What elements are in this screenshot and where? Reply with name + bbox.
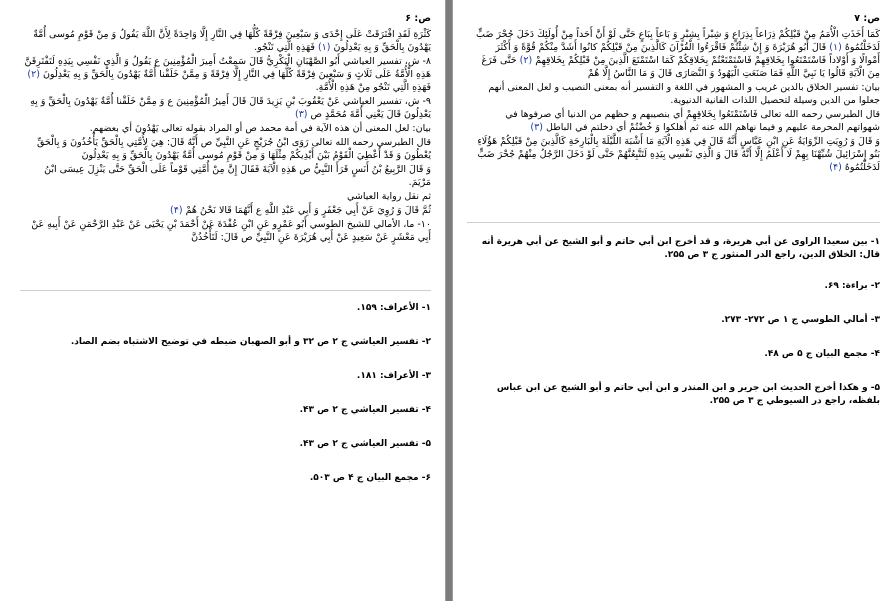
page-number: ص: ۶ <box>405 13 431 24</box>
footnote: ۳- الأعراف: ۱۸۱. <box>356 371 431 381</box>
left-page <box>0 0 446 601</box>
footnote: ۶- مجمع البيان ج ۴ ص ۵۰۳. <box>309 473 431 483</box>
paragraph: ۹- ش، تفسير العياشي عَنْ يَعْقُوبَ بْنِ يَزِيدَ قَالَ قَالَ أَمِيرُ الْمُؤْمِنِينَ ع وَ مِمَّنْ خَلَقْنا أُمَّةٌ يَهْدُونَ بِالْحَقِّ وَ بِهِ يَعْدِلُونَ قَالَ يَعْنِي أُمَّةَ مُحَمَّدٍ ص (۳) <box>30 96 431 120</box>
footnote: ۲- تفسير العياشي ج ۲ ص ۳۲ و أبو الصهبان ضبطه في توضيح الاشتباه بضم الصاد. <box>70 337 431 347</box>
footnote: ۴- تفسير العياشي ج ۲ ص ۴۳. <box>299 405 431 415</box>
page-number: ص: ۷ <box>854 13 880 24</box>
right-footnotes <box>467 236 880 408</box>
footnote-divider <box>467 222 880 223</box>
paragraph: كَمَا أَخَذَتِ الْأُمَمُ مِنْ قَبْلِكُمْ ذِرَاعاً بِذِرَاعٍ وَ شِبْراً بِشِبْرٍ وَ بَاعاً بِبَاعٍ حَتَّى لَوْ أَنَّ أَحَداً مِنْ أُولَئِكَ دَخَلَ جُحْرَ ضَبٍّ لَدَخَلْتُمُوهُ (۱) قَالَ أَبُو هُرَيْرَةَ وَ إِنْ شِئْتُمْ فَاقْرَءُوا الْقُرْآنَ كَالَّذِينَ مِنْ قَبْلِكُمْ كانُوا أَشَدَّ مِنْكُمْ قُوَّةً وَ أَكْثَرَ أَمْوالًا وَ أَوْلاداً فَاسْتَمْتَعُوا بِخَلاقِهِمْ فَاسْتَمْتَعْتُمْ بِخَلاقِكُمْ كَمَا اسْتَمْتَعَ الَّذِينَ مِنْ قَبْلِكُمْ بِخَلاقِهِمْ (۲) حَتَّى فَرَغَ مِنَ الْآيَةِ قَالُوا يَا نَبِيَّ اللَّهِ فَمَا صَنَعَتِ الْيَهُودُ وَ النَّصَارَى قَالَ وَ مَا النَّاسُ إِلَّا هُمْ <box>476 29 880 79</box>
footnote-link[interactable]: (۱) <box>317 42 331 53</box>
footnote: ۵- تفسير العياشي ج ۲ ص ۴۳. <box>299 439 431 449</box>
paragraph: ۱۰- ما، الأمالي للشيخ الطوسي أَبُو عَمْرٍو عَنِ ابْنِ عُقْدَةَ عَنْ أَحْمَدَ بْنِ يَحْيَى عَنْ عَبْدِ الرَّحْمَنِ عَنْ أَبِيهِ عَنْ أَبِي مَعْشَرٍ عَنْ سَعِيدٍ عَنْ أَبِي هُرَيْرَةَ عَنِ النَّبِيِّ ص قَالَ: لَتَأْخُذُنَّ <box>31 219 431 243</box>
paragraph: بيان: لعل المعنى أن هذه الآية في أمة محمد ص أو المراد بقوله تعالى يَهْدُونَ أي بعضهم. <box>89 123 431 134</box>
footnote: ۲- براءة: ۶۹. <box>824 281 880 291</box>
footnote-link[interactable]: (۳) <box>294 109 308 120</box>
footnote: ۳- أمالي الطوسي ج ۱ ص ۲۷۲- ۲۷۳. <box>721 315 880 325</box>
footnote: ۴- مجمع البيان ج ۵ ص ۴۸. <box>764 349 880 359</box>
paragraph: وَ قَالَ وَ رُوِيَتِ الرِّوَايَةُ عَنِ ابْنِ عَبَّاسٍ أَنَّهُ قَالَ فِي هَذِهِ الْآيَةِ مَا أَشْبَهَ اللَّيْلَةَ بِالْبَارِحَةِ كَالَّذِينَ مِنْ قَبْلِكُمْ هَؤُلَاءِ بَنُو إِسْرَائِيلَ شُبِّهْنَا بِهِمْ لَا أَعْلَمُ إِلَّا أَنَّهُ قَالَ وَ الَّذِي نَفْسِي بِيَدِهِ لَتَتَّبِعُنَّهُمْ حَتَّى لَوْ دَخَلَ الرَّجُلُ مِنْهُمْ جُحْرَ ضَبٍّ لَدَخَلْتُمُوهُ (۴) <box>477 136 880 173</box>
footnote-divider <box>20 290 431 291</box>
left-page-body <box>20 12 431 245</box>
footnote: ۱- الأعراف: ۱۵۹. <box>356 303 431 313</box>
right-page-body <box>473 12 880 175</box>
footnote-link[interactable]: (۴) <box>829 162 842 173</box>
footnote-link[interactable]: (۴) <box>170 205 183 216</box>
paragraph: ثُمَّ قَالَ وَ رُوِيَ عَنْ أَبِي جَعْفَرٍ وَ أَبِي عَبْدِ اللَّهِ ع أَنَّهُمَا قَالا نَحْنُ هُمْ (۴) <box>170 205 431 216</box>
footnote-link[interactable]: (۱) <box>829 42 842 53</box>
left-footnotes <box>20 302 431 485</box>
paragraph: ثم نقل رواية العياشي <box>347 191 431 202</box>
paragraph: قال الطبرسي رحمه الله تعالى رَوَى ابْنُ جُرَيْجٍ عَنِ النَّبِيِّ ص أَنَّهُ قَالَ: هِيَ لِأُمَّتِي بِالْحَقِّ يَأْخُذُونَ وَ بِالْحَقِّ يُعْطُونَ وَ قَدْ أُعْطِيَ الْقَوْمُ بَيْنَ أَيْدِيكُمْ مِثْلَهَا وَ مِنْ قَوْمِ مُوسى أُمَّةٌ يَهْدُونَ بِالْحَقِّ وَ بِهِ يَعْدِلُونَ <box>36 137 431 161</box>
paragraph: كَثْرَةِ لَقَدِ افْتَرَقَتْ عَلَى إِحْدَى وَ سَبْعِينَ فِرْقَةً كُلُّهَا فِي النَّارِ إِلَّا وَاحِدَةً لِأَنَّ اللَّهَ يَقُولُ وَ مِنْ قَوْمِ مُوسى أُمَّةٌ يَهْدُونَ بِالْحَقِّ وَ بِهِ يَعْدِلُونَ (۱) فَهَذِهِ الَّتِي تَنْجُو. <box>33 29 431 53</box>
footnote-link[interactable]: (۳) <box>530 122 543 133</box>
footnote-link[interactable]: (۲) <box>27 69 40 80</box>
right-page <box>452 0 894 601</box>
footnote: ۱- بين سعيدا الراوى عن أبي هريرة، و قد أخرج ابن أبي حاتم و أبو الشيخ عن أبي هريرة أنه قال: الخلاق الدين، راجع الدر المنثور ج ۳ ص ۲۵۵. <box>481 237 880 260</box>
paragraph: بيان: تفسير الخلاق بالدين غريب و المشهور في اللغة و التفسير أنه بمعنى النصيب و لعل المعنى أنهم جعلوا من الدين وسيلة لتحصيل اللذات الفانية الدنيوية. <box>488 82 880 106</box>
footnote-link[interactable]: (۲) <box>519 55 533 66</box>
paragraph: ۸- ش، تفسير العياشي أَبُو الصَّهْبَانِ الْبَكْرِيُّ قَالَ سَمِعْتُ أَمِيرَ الْمُؤْمِنِينَ ع يَقُولُ وَ الَّذِي نَفْسِي بِيَدِهِ لَتَفْتَرِقَنَّ هَذِهِ الْأُمَّةُ عَلَى ثَلَاثٍ وَ سَبْعِينَ فِرْقَةً كُلُّهَا فِي النَّارِ إِلَّا فِرْقَةً وَ مِمَّنْ خَلَقْنا أُمَّةٌ يَهْدُونَ بِالْحَقِّ وَ بِهِ يَعْدِلُونَ (۲) فَهَذِهِ الَّتِي تَنْجُو مِنْ هَذِهِ الْأُمَّةِ. <box>24 56 431 93</box>
footnote: ۵- و هكذا أخرج الحديث ابن جرير و ابن المنذر و ابن أبي حاتم و أبو الشيخ عن ابن عباس بلفظه، راجع در السيوطي ج ۳ ص ۲۵۵. <box>496 383 880 406</box>
paragraph: وَ قَالَ الرَّبِيعُ بْنُ أَنَسٍ قَرَأَ النَّبِيُّ ص هَذِهِ الْآيَةَ فَقَالَ إِنَّ مِنْ أُمَّتِي قَوْماً عَلَى الْحَقِّ حَتَّى يَنْزِلَ عِيسَى ابْنُ مَرْيَمَ. <box>44 164 431 188</box>
paragraph: قال الطبرسي رحمه الله تعالى فَاسْتَمْتَعُوا بِخَلاقِهِمْ أي بنصيبهم و حظهم من الدنيا أي صرفوها في شهواتهم المحرمة عليهم و فيما نهاهم الله عنه ثم أهلكوا وَ خُضْتُمْ أي دخلتم في الباطل (۳) <box>505 109 880 133</box>
